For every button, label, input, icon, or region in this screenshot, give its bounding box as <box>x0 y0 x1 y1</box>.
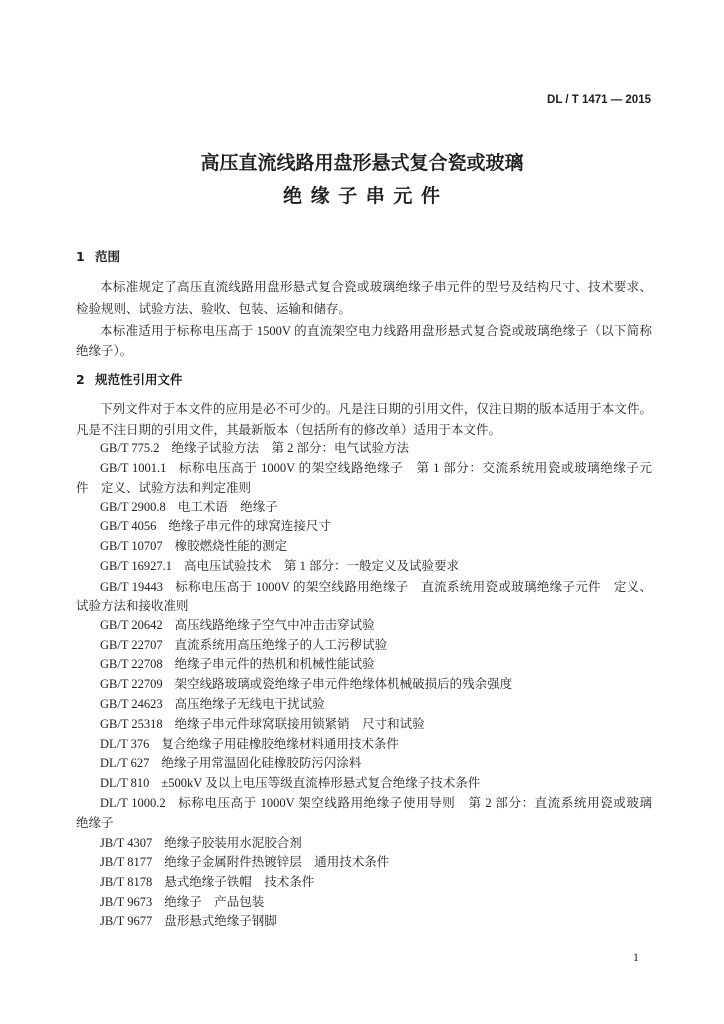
reference-entry <box>100 736 399 753</box>
reference-code: GB/T 22707 <box>100 638 163 652</box>
reference-title: 绝缘子胶装用水泥胶合剂 <box>164 836 302 850</box>
reference-title-continuation: 绝缘子 <box>76 816 114 830</box>
reference-code: DL/T 627 <box>100 756 150 770</box>
title-line-1: 高压直流线路用盘形悬式复合瓷或玻璃 <box>200 152 524 174</box>
reference-title: 架空线路玻璃或瓷绝缘子串元件绝缘体机械破损后的残余强度 <box>174 677 513 691</box>
reference-title-continuation: 件 定义、试验方法和判定准则 <box>76 481 252 495</box>
reference-title: 绝缘子 产品包装 <box>164 895 265 909</box>
reference-entry <box>100 558 459 575</box>
reference-code: DL/T 376 <box>100 737 150 751</box>
reference-entry <box>100 775 480 792</box>
reference-title: 复合绝缘子用硅橡胶绝缘材料通用技术条件 <box>161 737 399 751</box>
reference-title: 高压绝缘子无线电干扰试验 <box>174 697 325 711</box>
reference-entry <box>100 874 314 891</box>
reference-code: GB/T 1001.1 <box>100 461 167 475</box>
reference-entry <box>100 795 652 811</box>
scope-paragraph-line: 绝缘子）。 <box>76 344 133 358</box>
reference-title: 绝缘子串元件的球窝连接尺寸 <box>168 519 331 533</box>
reference-title-continuation: 试验方法和接收准则 <box>76 599 189 613</box>
reference-title: 绝缘子用常温固化硅橡胶防污闪涂料 <box>161 756 362 770</box>
reference-title: ±500kV 及以上电压等级直流棒形悬式复合绝缘子技术条件 <box>161 776 481 790</box>
reference-code: JB/T 4307 <box>100 836 153 850</box>
reference-code: DL/T 1000.2 <box>100 796 166 810</box>
section-1-heading: 范围 <box>95 249 121 264</box>
reference-entry <box>100 755 361 772</box>
reference-title: 绝缘子试验方法 第 2 部分：电气试验方法 <box>171 441 410 455</box>
reference-entry <box>100 835 302 852</box>
reference-title: 高压线路绝缘子空气中冲击击穿试验 <box>174 618 375 632</box>
reference-code: GB/T 22708 <box>100 657 163 671</box>
scope-paragraph-line: 本标准适用于标称电压高于 1500V 的直流架空电力线路用盘形悬式复合瓷或玻璃绝缘子（以下简称 <box>100 324 652 338</box>
reference-code: GB/T 24623 <box>100 697 163 711</box>
reference-entry <box>100 579 652 595</box>
reference-code: GB/T 20642 <box>100 618 163 632</box>
reference-code: JB/T 8177 <box>100 855 153 869</box>
reference-entry <box>100 716 425 733</box>
page-number: 1 <box>633 950 639 964</box>
reference-code: GB/T 19443 <box>100 580 163 594</box>
intro-line: 下列文件对于本文件的应用是必不可少的。凡是注日期的引用文件，仅注日期的版本适用于本文件。 <box>100 402 652 416</box>
reference-code: JB/T 8178 <box>100 875 153 889</box>
reference-code: GB/T 10707 <box>100 539 163 553</box>
reference-entry <box>100 656 375 673</box>
reference-entry <box>100 637 387 654</box>
scope-paragraph-line: 检验规则、试验方法、验收、包装、运输和储存。 <box>76 302 352 316</box>
reference-entry <box>100 440 409 457</box>
reference-code: DL/T 810 <box>100 776 150 790</box>
title-line-2: 绝 缘 子 串 元 件 <box>282 185 442 207</box>
scope-paragraph-line: 本标准规定了高压直流线路用盘形悬式复合瓷或玻璃绝缘子串元件的型号及结构尺寸、技术要求、 <box>100 280 652 294</box>
reference-code: GB/T 16927.1 <box>100 559 172 573</box>
reference-title: 盘形悬式绝缘子钢脚 <box>164 914 277 928</box>
reference-code: GB/T 25318 <box>100 717 163 731</box>
reference-entry <box>100 499 278 516</box>
reference-code: GB/T 775.2 <box>100 441 160 455</box>
reference-entry <box>100 854 389 871</box>
reference-code: JB/T 9673 <box>100 895 153 909</box>
section-2-number: 2 <box>76 372 85 387</box>
reference-entry <box>100 676 512 693</box>
reference-entry <box>100 538 287 555</box>
reference-title: 标称电压高于 1000V 的架空线路用绝缘子 直流系统用瓷或玻璃绝缘子元件 定义、 <box>174 580 652 594</box>
reference-code: JB/T 9677 <box>100 914 153 928</box>
reference-entry <box>100 696 325 713</box>
reference-code: GB/T 2900.8 <box>100 500 166 514</box>
reference-title: 橡胶燃烧性能的测定 <box>174 539 288 553</box>
reference-code: GB/T 4056 <box>100 519 157 533</box>
intro-line: 凡是不注日期的引用文件，其最新版本（包括所有的修改单）适用于本文件。 <box>76 423 502 437</box>
section-2-heading: 规范性引用文件 <box>95 372 183 387</box>
reference-title: 绝缘子串元件的热机和机械性能试验 <box>174 657 375 671</box>
reference-entry <box>100 460 652 476</box>
reference-title: 标称电压高于 1000V 架空线路用绝缘子使用导则 第 2 部分：直流系统用瓷或玻璃 <box>177 796 652 810</box>
reference-entry <box>100 894 264 911</box>
reference-title: 绝缘子串元件球窝联接用锁紧销 尺寸和试验 <box>174 717 425 731</box>
reference-title: 高电压试验技术 第 1 部分：一般定义及试验要求 <box>184 559 460 573</box>
reference-entry <box>100 913 277 930</box>
reference-title: 标称电压高于 1000V 的架空线路绝缘子 第 1 部分：交流系统用瓷或玻璃绝缘子元 <box>178 461 652 475</box>
section-1-number: 1 <box>76 249 85 264</box>
reference-entry <box>100 518 331 535</box>
reference-title: 悬式绝缘子铁帽 技术条件 <box>164 875 315 889</box>
reference-entry <box>100 617 375 634</box>
standard-code: DL / T 1471 — 2015 <box>547 94 651 106</box>
reference-code: GB/T 22709 <box>100 677 163 691</box>
reference-title: 电工术语 绝缘子 <box>177 500 278 514</box>
reference-title: 绝缘子金属附件热镀锌层 通用技术条件 <box>164 855 390 869</box>
reference-title: 直流系统用高压绝缘子的人工污秽试验 <box>174 638 388 652</box>
